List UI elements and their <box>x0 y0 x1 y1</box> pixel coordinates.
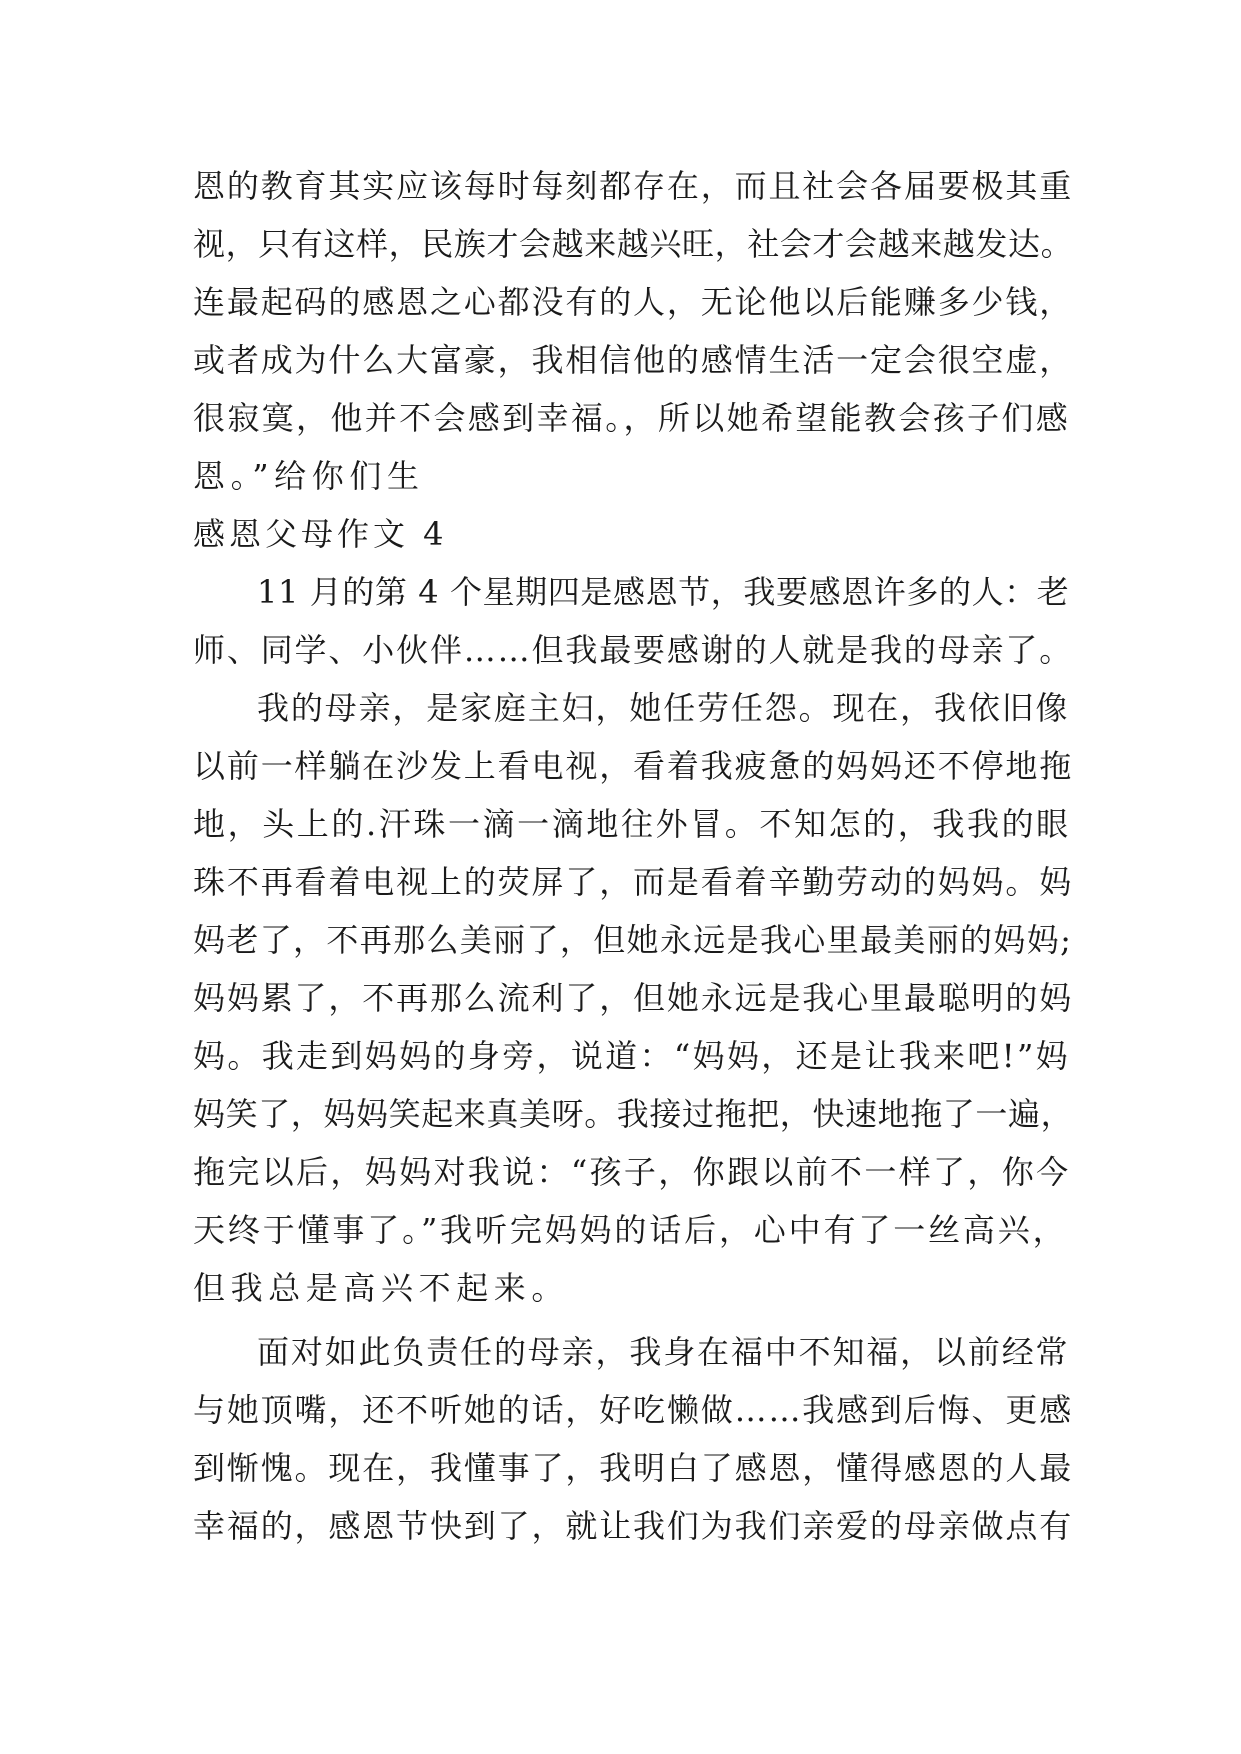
text-line: 到惭愧。现在，我懂事了，我明白了感恩，懂得感恩的人最 <box>193 1449 1074 1487</box>
text-line: 恩。”给你们生 <box>193 457 425 495</box>
text-line: 天终于懂事了。”我听完妈妈的话后，心中有了一丝高兴， <box>193 1211 1068 1249</box>
text-line: 连最起码的感恩之心都没有的人，无论他以后能赚多少钱， <box>193 283 1074 321</box>
text-line: 与她顶嘴，还不听她的话，好吃懒做……我感到后悔、更感 <box>193 1391 1074 1429</box>
text-line: 妈。我走到妈妈的身旁，说道：“妈妈，还是让我来吧!”妈 <box>193 1037 1071 1075</box>
text-line: 妈笑了，妈妈笑起来真美呀。我接过拖把，快速地拖了一遍， <box>193 1095 1074 1133</box>
text-line: 或者成为什么大富豪，我相信他的感情生活一定会很空虚， <box>193 341 1074 379</box>
text-line: 但我总是高兴不起来。 <box>193 1269 570 1307</box>
text-line: 恩的教育其实应该每时每刻都存在，而且社会各届要极其重 <box>193 167 1074 205</box>
section-heading: 感恩父母作文 4 <box>193 515 448 553</box>
text-line: 幸福的，感恩节快到了，就让我们为我们亲爱的母亲做点有 <box>193 1507 1074 1545</box>
text-line: 师、同学、小伙伴……但我最要感谢的人就是我的母亲了。 <box>193 631 1074 669</box>
text-line: 以前一样躺在沙发上看电视，看着我疲惫的妈妈还不停地拖 <box>193 747 1074 785</box>
text-line: 妈妈累了，不再那么流利了，但她永远是我心里最聪明的妈 <box>193 979 1074 1017</box>
text-line: 拖完以后，妈妈对我说：“孩子，你跟以前不一样了，你今 <box>193 1153 1071 1191</box>
text-line: 视，只有这样，民族才会越来越兴旺，社会才会越来越发达。 <box>193 225 1074 263</box>
text-line: 妈老了，不再那么美丽了，但她永远是我心里最美丽的妈妈; <box>193 921 1073 959</box>
text-line: 很寂寞，他并不会感到幸福。，所以她希望能教会孩子们感 <box>193 399 1071 437</box>
text-line: 地，头上的.汗珠一滴一滴地往外冒。不知怎的，我我的眼 <box>193 805 1071 843</box>
text-line: 珠不再看着电视上的荧屏了，而是看着辛勤劳动的妈妈。妈 <box>193 863 1074 901</box>
text-line: 面对如此负责任的母亲，我身在福中不知福，以前经常 <box>257 1333 1070 1371</box>
text-line: 11 月的第 4 个星期四是感恩节，我要感恩许多的人：老 <box>257 573 1070 611</box>
text-line: 我的母亲，是家庭主妇，她任劳任怨。现在，我依旧像 <box>257 689 1070 727</box>
